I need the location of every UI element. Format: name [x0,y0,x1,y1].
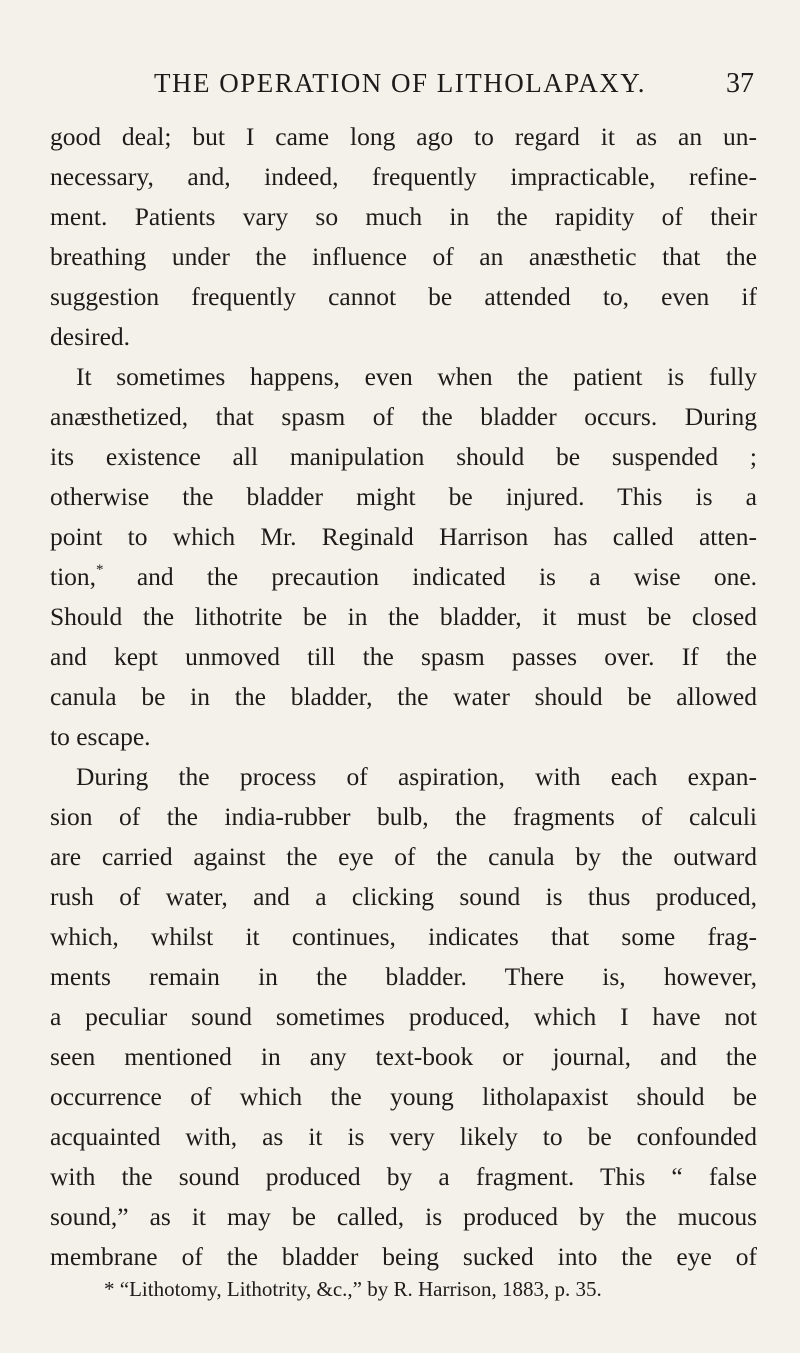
text-line: necessary, and, indeed, frequently impracticable, refine- [50,162,757,191]
text-line: occurrence of which the young litholapaxist should be [50,1082,757,1111]
text-line: suggestion frequently cannot be attended to, even if [50,282,757,311]
text-line: seen mentioned in any text-book or journal, and the [50,1042,757,1071]
text-line: ment. Patients vary so much in the rapidity of their [50,202,757,231]
running-title: THE OPERATION OF LITHOLAPAXY. [153,68,647,98]
text-line: breathing under the influence of an anæsthetic that the [50,242,757,271]
running-head [0,68,800,108]
footnote: * “Lithotomy, Lithotrity, &c.,” by R. Harrison, 1883, p. 35. [104,1277,602,1301]
text-line: membrane of the bladder being sucked into the eye of [50,1242,757,1271]
text-line: a peculiar sound sometimes produced, which I have not [50,1002,757,1031]
text-line: sion of the india-rubber bulb, the fragments of calculi [50,802,757,831]
text-line: During the process of aspiration, with each expan- [76,762,757,791]
text-line: good deal; but I came long ago to regard it as an un- [50,122,757,151]
text-line: and kept unmoved till the spasm passes over. If the [50,642,757,671]
text-line: It sometimes happens, even when the patient is fully [76,362,757,391]
text-line-with-footnote-ref [50,557,757,597]
text-line: canula be in the bladder, the water should be allowed [50,682,757,711]
text-line: are carried against the eye of the canula by the outward [50,842,757,871]
text-line: ments remain in the bladder. There is, however, [50,962,757,991]
text-line: Should the lithotrite be in the bladder, it must be closed [50,602,757,631]
text-line: with the sound produced by a fragment. This “ false [50,1162,757,1191]
text-line: to escape. [50,722,151,751]
text-line: acquainted with, as it is very likely to be confounded [50,1122,757,1151]
text-line: otherwise the bladder might be injured. This is a [50,482,757,511]
text-line: desired. [50,322,131,351]
text-line: sound,” as it may be called, is produced by the mucous [50,1202,757,1231]
text-line: rush of water, and a clicking sound is thus produced, [50,882,757,911]
body-text [50,117,757,1277]
text-line: its existence all manipulation should be suspended ; [50,442,757,471]
text-line: anæsthetized, that spasm of the bladder occurs. During [50,402,757,431]
text-line: point to which Mr. Reginald Harrison has called atten- [50,522,757,551]
footnote-reference: * [96,562,104,578]
text-line: which, whilst it continues, indicates that some frag- [50,922,757,951]
line-remainder: and the precaution indicated is a wise one. [136,562,758,591]
page-number: 37 [726,68,754,99]
line-prefix: tion, [50,562,97,591]
